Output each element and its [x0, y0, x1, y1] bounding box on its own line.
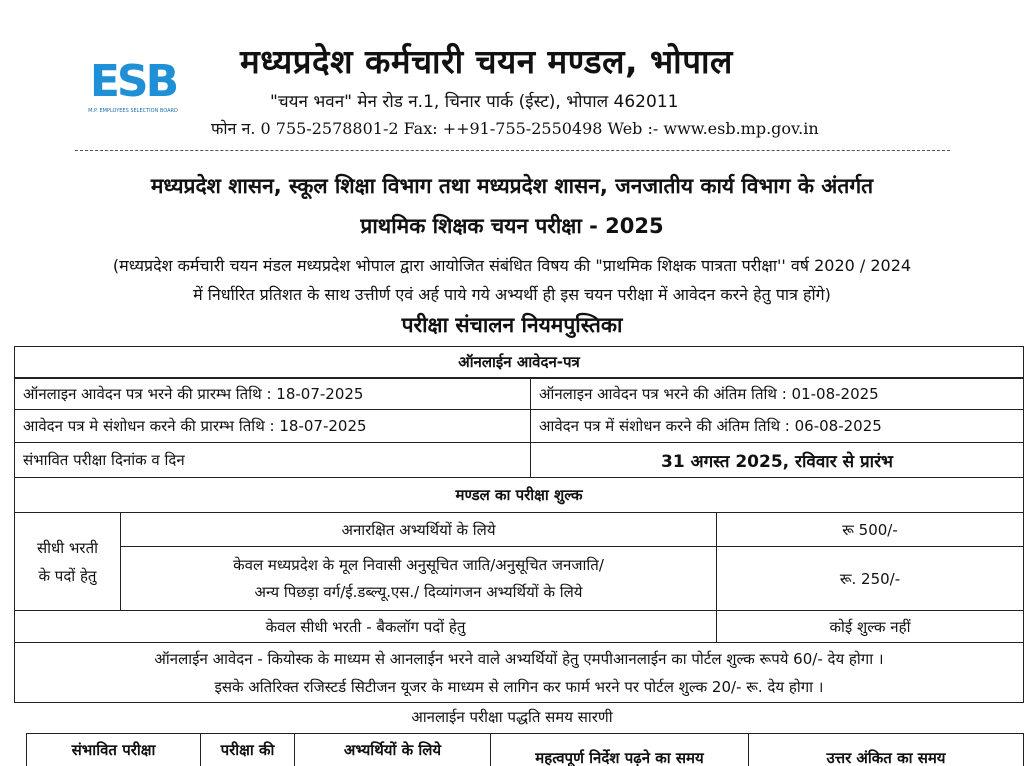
exam-title: प्राथमिक शिक्षक चयन परीक्षा - 2025: [360, 214, 664, 238]
department-heading: मध्यप्रदेश शासन, स्कूल शिक्षा विभाग तथा मध्यप्रदेश शासन, जनजातीय कार्य विभाग के अंतर्गत: [150, 174, 874, 198]
organization-contact: फोन न. 0 755-2578801-2 Fax: ++91-755-2550498 Web :- www.esb.mp.gov.in: [211, 119, 819, 138]
portal-fee-line2: इसके अतिरिक्त रजिस्टर्ड सिटीजन यूजर के माध्यम से लागिन कर फार्म भरने पर पोर्टल शुल्क 20/- रू. देय होगा ।: [214, 677, 824, 696]
eligibility-note-line2: में निर्धारित प्रतिशत के साथ उत्तीर्ण एवं अर्ह पाये गये अभ्यर्थी ही इस चयन परीक्षा में आवेदन करने हेतु पात्र होंगे): [193, 285, 831, 304]
organization-title: मध्यप्रदेश कर्मचारी चयन मण्डल, भोपाल: [240, 42, 733, 81]
schedule-col-exam-of: परीक्षा की: [200, 733, 295, 766]
schedule-col-instructions: महत्वपूर्ण निर्देश पढ़ने का समय: [490, 733, 749, 766]
application-section-title: ऑनलाईन आवेदन-पत्र: [14, 346, 1024, 378]
fees-section-title: मण्डल का परीक्षा शुल्क: [14, 477, 1024, 513]
exam-date-label: संभावित परीक्षा दिनांक व दिन: [14, 442, 531, 478]
application-start-date: ऑनलाइन आवेदन पत्र भरने की प्रारम्भ तिथि : 18-07-2025: [14, 378, 531, 410]
schedule-section-title: आनलाईन परीक्षा पद्धति समय सारणी: [411, 708, 613, 726]
schedule-col-exam: संभावित परीक्षा: [26, 733, 201, 766]
reserved-label-line2: अन्य पिछड़ा वर्ग/ई.डब्ल्यू.एस./ दिव्यांगजन अभ्यर्थियों के लिये: [254, 582, 583, 601]
portal-fee-note: [14, 642, 1024, 703]
schedule-col-candidates: अभ्यर्थियों के लिये: [294, 733, 491, 766]
organization-address: "चयन भवन" मेन रोड न.1, चिनार पार्क (ईस्ट), भोपाल 462011: [270, 92, 679, 112]
reserved-fee: रू. 250/-: [716, 546, 1024, 611]
unreserved-fee: रू 500/-: [716, 512, 1024, 547]
schedule-col-answer-time: उत्तर अंकित का समय: [748, 733, 1024, 766]
direct-recruitment-label: सीधी भरती के पदों हेतु: [14, 512, 121, 611]
edit-start-date: आवेदन पत्र मे संशोधन करने की प्रारम्भ तिथि : 18-07-2025: [14, 409, 531, 443]
eligibility-note-line1: (मध्यप्रदेश कर्मचारी चयन मंडल मध्यप्रदेश भोपाल द्वारा आयोजित संबंधित विषय की "प्राथमिक शिक्षक पात्रता परीक्षा'' वर्ष 2020 / 2024: [112, 256, 912, 275]
edit-end-date: आवेदन पत्र में संशोधन करने की अंतिम तिथि : 06-08-2025: [530, 409, 1024, 443]
esb-logo: [82, 56, 184, 118]
exam-date-value: 31 अगस्त 2025, रविवार से प्रारंभ: [530, 442, 1024, 478]
unreserved-label: अनारक्षित अभ्यर्थियों के लिये: [120, 512, 717, 547]
divider: [75, 150, 950, 151]
backlog-label: केवल सीधी भरती - बैकलॉग पदों हेतु: [14, 610, 717, 643]
booklet-title: परीक्षा संचालन नियमपुस्तिका: [401, 313, 623, 337]
portal-fee-line1: ऑनलाईन आवेदन - कियोस्क के माध्यम से आनलाईन भरने वाले अभ्यर्थियों हेतु एमपीआनलाईन का पोर्टल शुल्क रूपये 60/- देय होगा ।: [154, 649, 884, 668]
backlog-fee: कोई शुल्क नहीं: [716, 610, 1024, 643]
application-end-date: ऑनलाइन आवेदन पत्र भरने की अंतिम तिथि : 01-08-2025: [530, 378, 1024, 410]
logo-text: ESB: [89, 55, 177, 107]
reserved-category-label: [120, 546, 717, 611]
reserved-label-line1: केवल मध्यप्रदेश के मूल निवासी अनुसूचित जाति/अनुसूचित जनजाति/: [233, 555, 604, 574]
logo-tagline: M.P. EMPLOYEES SELECTION BOARD: [88, 108, 178, 114]
